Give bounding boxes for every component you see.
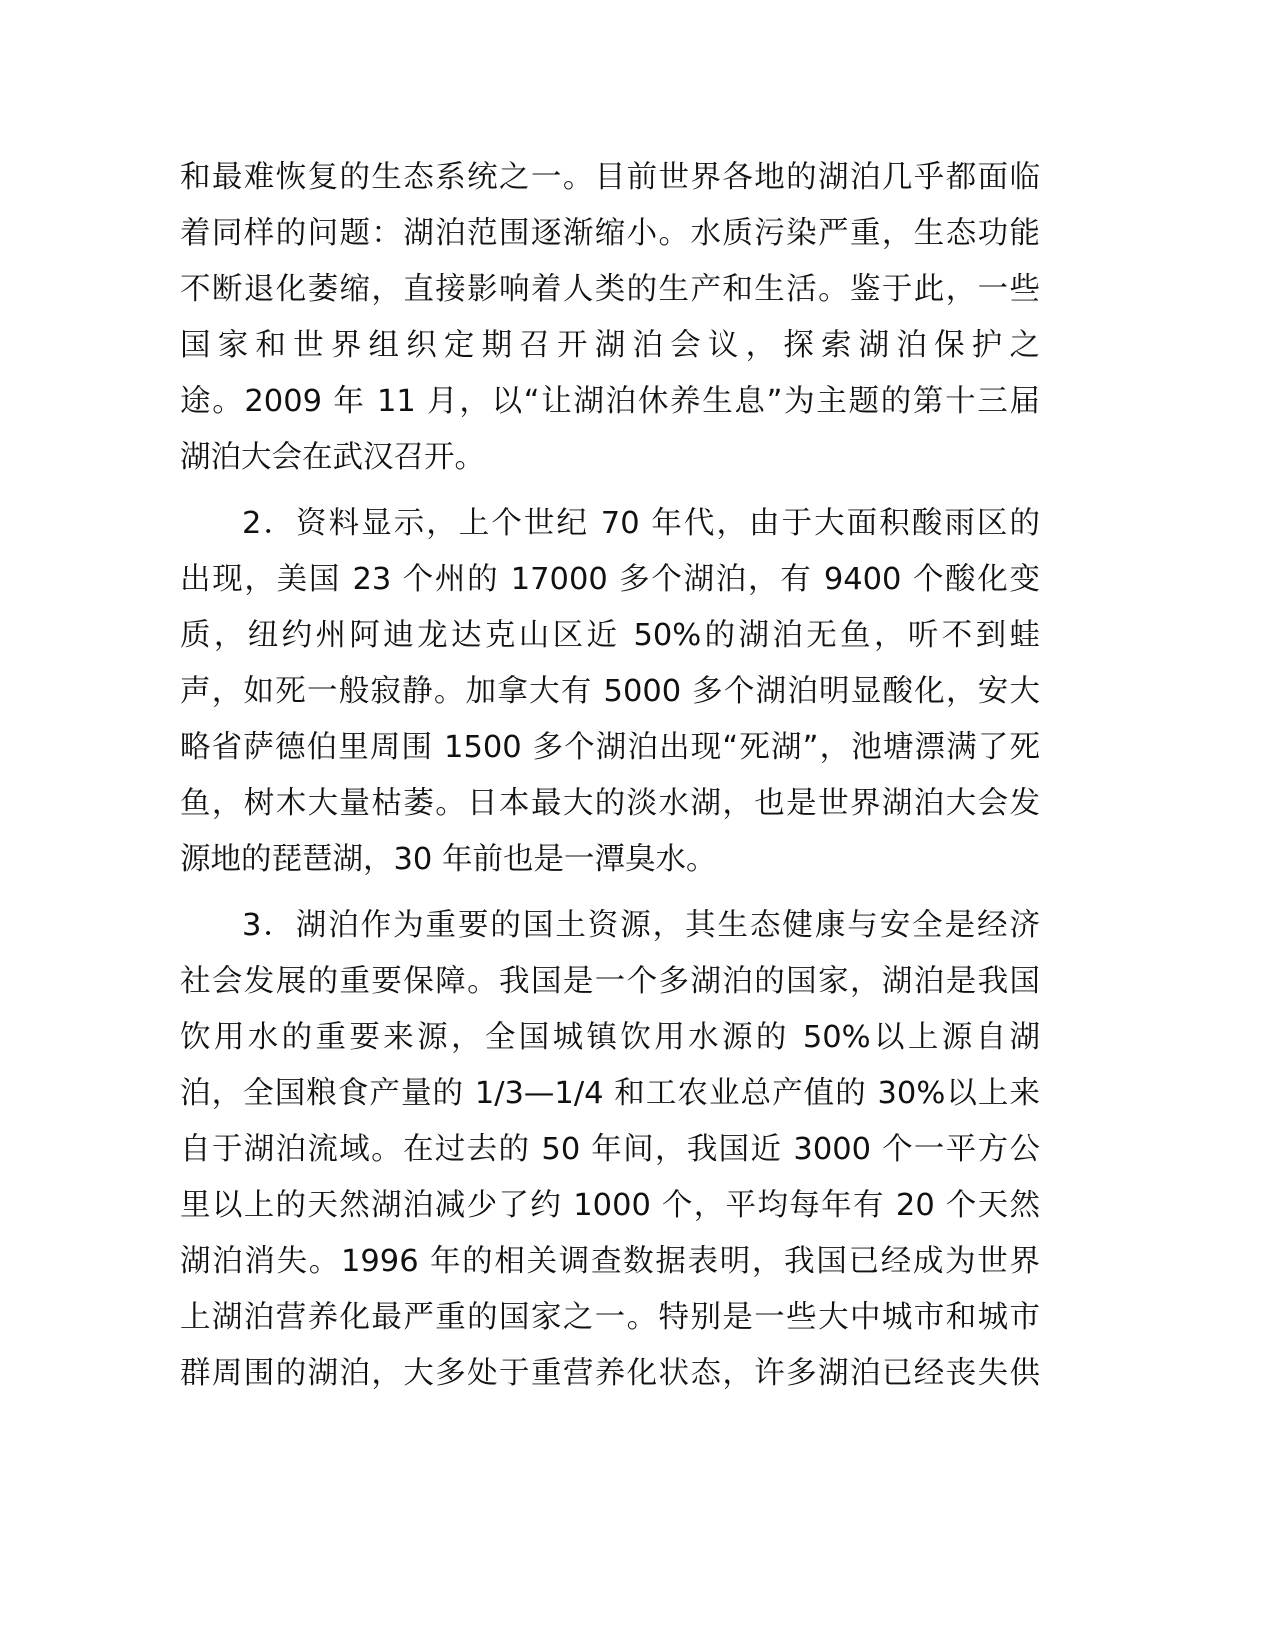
text-line: 不断退化萎缩，直接影响着人类的生产和生活。鉴于此，一些 [180, 272, 1040, 307]
text-line: 群周围的湖泊，大多处于重营养化状态，许多湖泊已经丧失供 [180, 1356, 1040, 1391]
text-line: 质，纽约州阿迪龙达克山区近 50%的湖泊无鱼，听不到蛙 [180, 618, 1040, 653]
text-line: 和最难恢复的生态系统之一。目前世界各地的湖泊几乎都面临 [180, 160, 1040, 195]
text-line: 泊，全国粮食产量的 1/3—1/4 和工农业总产值的 30%以上来 [180, 1076, 1040, 1111]
text-line: 3．湖泊作为重要的国土资源，其生态健康与安全是经济 [242, 908, 1040, 943]
paragraph-2 [180, 496, 1040, 888]
text-line: 上湖泊营养化最严重的国家之一。特别是一些大中城市和城市 [180, 1300, 1040, 1335]
text-line: 出现，美国 23 个州的 17000 多个湖泊，有 9400 个酸化变 [180, 562, 1040, 597]
text-line: 里以上的天然湖泊减少了约 1000 个，平均每年有 20 个天然 [180, 1188, 1040, 1223]
text-line: 社会发展的重要保障。我国是一个多湖泊的国家，湖泊是我国 [180, 964, 1040, 999]
text-line: 国家和世界组织定期召开湖泊会议，探索湖泊保护之 [180, 328, 1040, 363]
text-line: 湖泊消失。1996 年的相关调查数据表明，我国已经成为世界 [180, 1244, 1040, 1279]
paragraph-1 [180, 150, 1040, 486]
text-line: 鱼，树木大量枯萎。日本最大的淡水湖，也是世界湖泊大会发 [180, 786, 1040, 821]
text-line: 自于湖泊流域。在过去的 50 年间，我国近 3000 个一平方公 [180, 1132, 1040, 1167]
text-line: 2．资料显示，上个世纪 70 年代，由于大面积酸雨区的 [242, 506, 1040, 541]
paragraph-3 [180, 898, 1040, 1402]
text-line: 途。2009 年 11 月，以“让湖泊休养生息”为主题的第十三届 [180, 384, 1040, 419]
text-line: 略省萨德伯里周围 1500 多个湖泊出现“死湖”，池塘漂满了死 [180, 730, 1040, 765]
body-text [180, 150, 1040, 1402]
text-line: 源地的琵琶湖，30 年前也是一潭臭水。 [180, 842, 717, 877]
text-line: 饮用水的重要来源，全国城镇饮用水源的 50%以上源自湖 [180, 1020, 1040, 1055]
text-line: 湖泊大会在武汉召开。 [180, 440, 485, 475]
text-line: 着同样的问题：湖泊范围逐渐缩小。水质污染严重，生态功能 [180, 216, 1040, 251]
text-line: 声，如死一般寂静。加拿大有 5000 多个湖泊明显酸化，安大 [180, 674, 1040, 709]
